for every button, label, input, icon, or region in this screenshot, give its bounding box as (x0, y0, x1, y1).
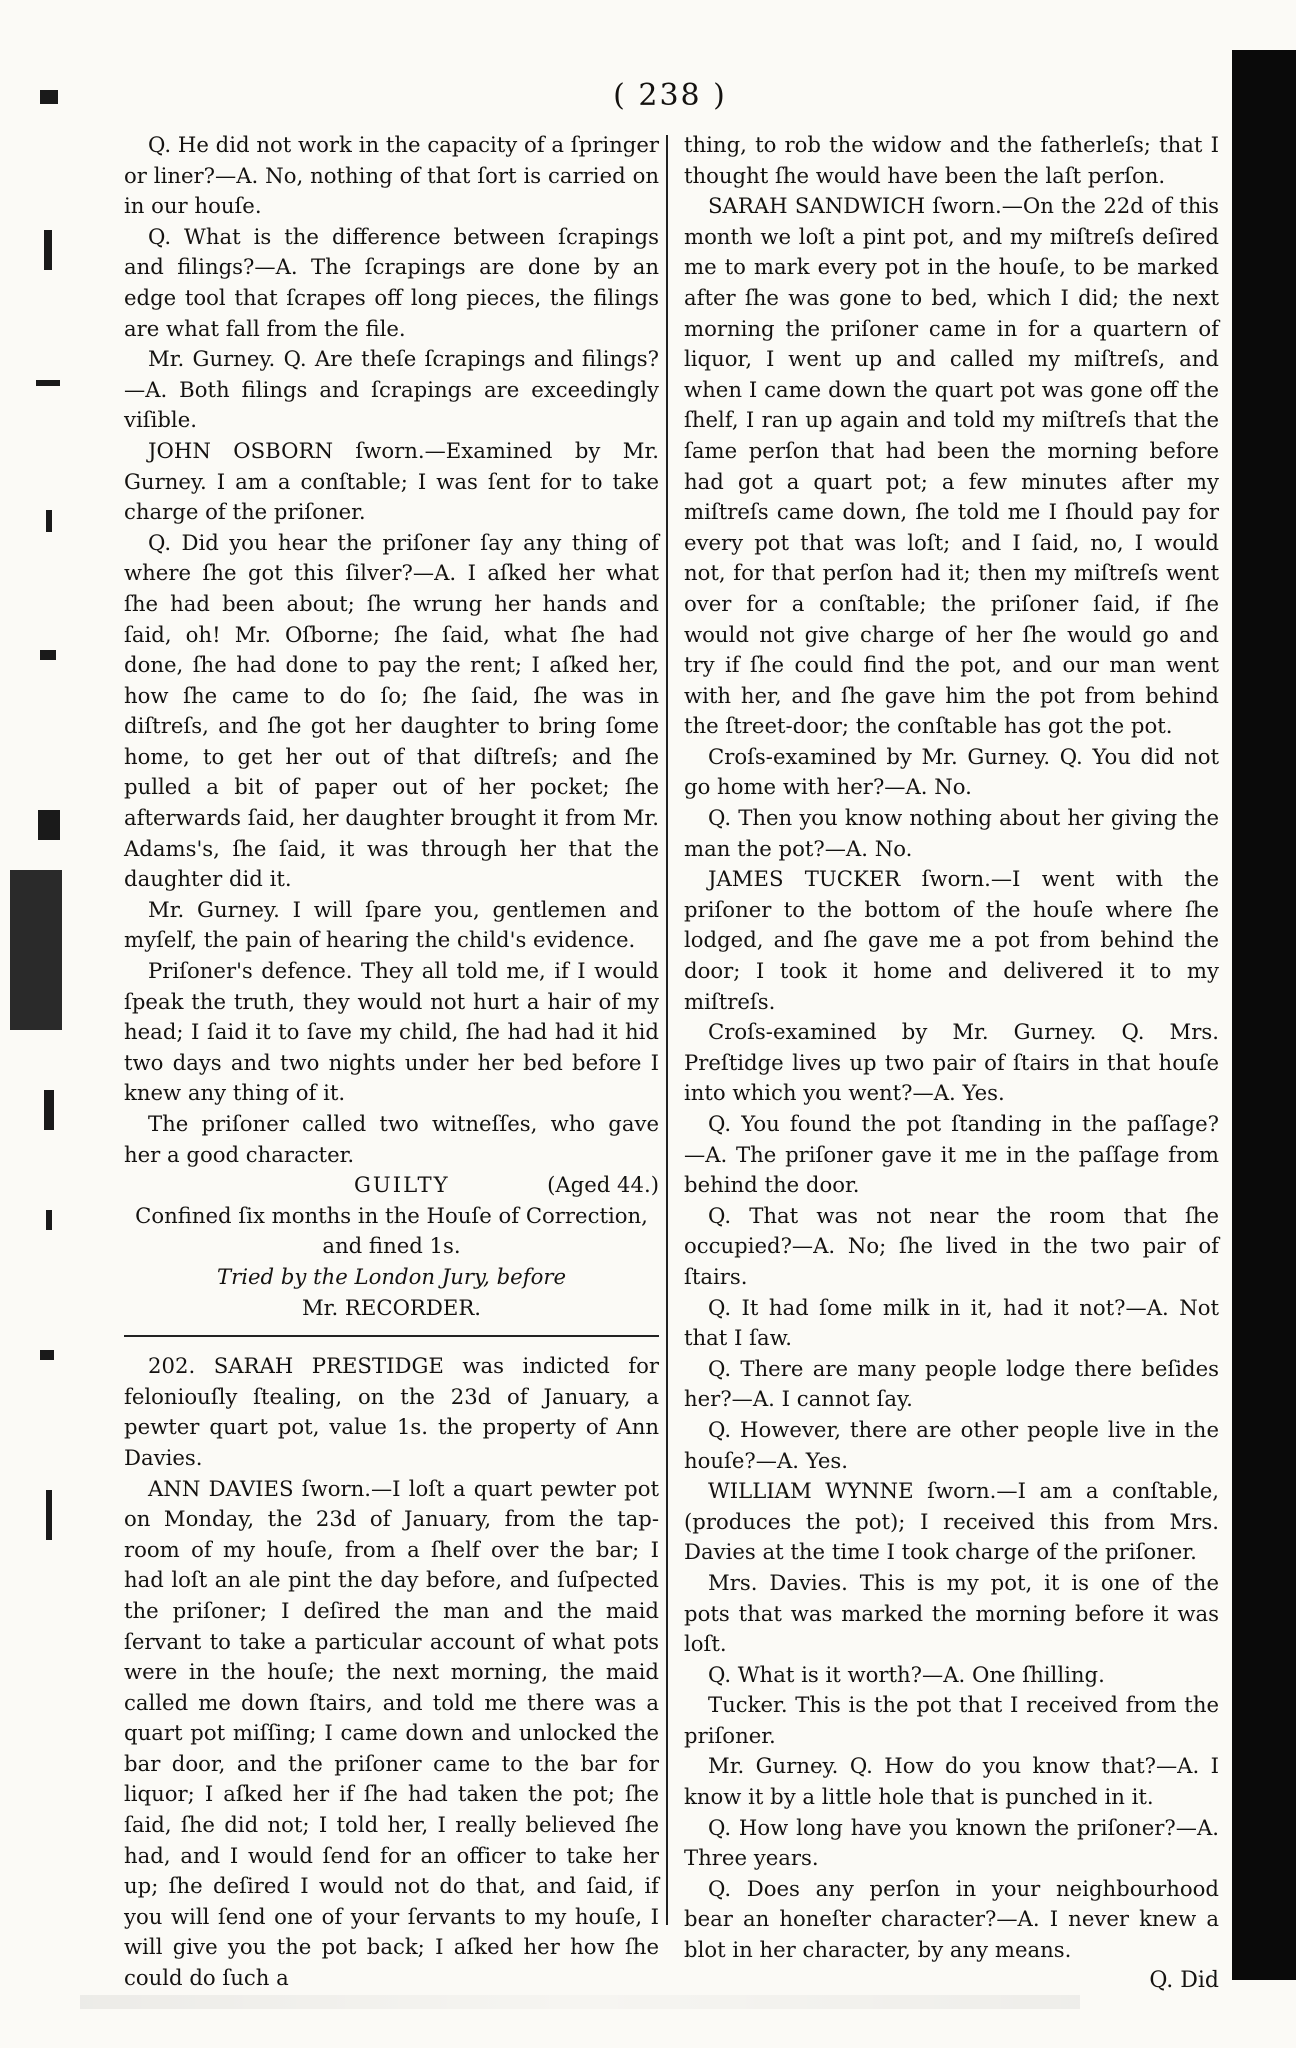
paragraph: Q. He did not work in the capacity of a ſpringer or liner?—A. No, nothing of that ſort is carried on in our houſe. (124, 132, 659, 219)
centered-line: Confined ſix months in the Houſe of Correction, and fined 1s. (135, 1202, 648, 1259)
page-number: ( 238 ) (613, 78, 727, 113)
verdict-text: GUILTY (354, 1172, 450, 1198)
paragraph: Croſs-examined by Mr. Gurney. Q. You did not go home with her?—A. No. (684, 743, 1219, 800)
paragraph: Q. Then you know nothing about her giving the man the pot?—A. No. (684, 805, 1219, 861)
age-text: (Aged 44.) (547, 1172, 659, 1198)
paragraph: Mr. Gurney. Q. How do you know that?—A. I know it by a little hole that is punched in it. (684, 1753, 1219, 1810)
column-divider (666, 135, 668, 1925)
paragraph: Q. That was not near the room that ſhe occupied?—A. No; ſhe lived in the two pair of ſtairs. (684, 1202, 1219, 1289)
paragraph: Q. There are many people lodge there beſides her?—A. I cannot ſay. (684, 1355, 1219, 1412)
paragraph: Q. What is it worth?—A. One ſhilling. (708, 1661, 1105, 1687)
paragraph: Croſs-examined by Mr. Gurney. Q. Mrs. Preſtidge lives up two pair of ſtairs in that houſe into which you went?—A. Yes. (684, 1019, 1219, 1106)
paragraph: SARAH SANDWICH ſworn.—On the 22d of this month we loſt a pint pot, and my miſtreſs deſired me to mark every pot in the houſe, to be marked after ſhe was gone to bed, which I did; the next morning the priſoner came in for a quartern of liquor, I went up and called my miſtreſs, and when I came down the quart pot was gone off the ſhelf, I ran up again and told my miſtreſs that the ſame perſon that had been the morning before had got a quart pot; a few minutes after my miſtreſs came down, ſhe told me I ſhould pay for every pot that was loſt; and I ſaid, no, I would not, for that perſon had it; then my miſtreſs went over for a conſtable; the priſoner ſaid, if ſhe would not give charge of her ſhe would go and try if ſhe could find the pot, and our man went with her, and ſhe gave him the pot from behind the ſtreet-door; the conſtable has got the pot. (684, 193, 1219, 739)
binding-margin-marks (0, 90, 70, 1790)
paragraph: thing, to rob the widow and the fatherleſs; that I thought ſhe would have been the laſt perſon. (684, 132, 1219, 188)
paragraph: Q. What is the difference between ſcrapings and filings?—A. The ſcrapings are done by an edge tool that ſcrapes off long pieces, the filings are what fall from the file. (124, 223, 659, 341)
paragraph: Mr. Gurney. I will ſpare you, gentlemen and myſelf, the pain of hearing the child's evidence. (124, 896, 659, 953)
scan-bottom-noise (80, 1995, 1080, 2009)
paragraph: Q. Did you hear the priſoner ſay any thing of where ſhe got this ſilver?—A. I aſked her what ſhe had been about; ſhe wrung her hands and ſaid, oh! Mr. Oſborne; ſhe ſaid, what ſhe had done, ſhe had done to pay the rent; I aſked her, how ſhe came to do ſo; ſhe ſaid, ſhe was in diſtreſs, and ſhe got her daughter to bring ſome home, to get her out of that diſtreſs; and ſhe pulled a bit of paper out of her pocket; ſhe afterwards ſaid, her daughter brought it from Mr. Adams's, ſhe ſaid, it was through her that the daughter did it. (124, 529, 659, 892)
centered-line: Mr. RECORDER. (301, 1294, 482, 1320)
right-column (684, 130, 1219, 1996)
verdict-line (124, 1170, 659, 1201)
section-rule (124, 1335, 659, 1337)
paragraph: JAMES TUCKER ſworn.—I went with the priſoner to the bottom of the houſe where ſhe lodged, and ſhe gave me a pot from behind the door; I took it home and delivered it to my miſtreſs. (684, 866, 1219, 1014)
paragraph: Priſoner's defence. They all told me, if I would ſpeak the truth, they would not hurt a hair of my head; I ſaid it to ſave my child, ſhe had had it hid two days and two nights under her bed before I knew any thing of it. (124, 958, 659, 1106)
paragraph: Q. However, there are other people live in the houſe?—A. Yes. (684, 1416, 1219, 1473)
paragraph: Q. It had ſome milk in it, had it not?—A. Not that I ſaw. (684, 1294, 1219, 1351)
court-line: Tried by the London Jury, before (216, 1263, 566, 1289)
paragraph: JOHN OSBORN ſworn.—Examined by Mr. Gurney. I am a conſtable; I was ſent for to take charge of the priſoner. (124, 437, 659, 525)
paragraph: 202. SARAH PRESTIDGE was indicted for feloniouſly ſtealing, on the 23d of January, a pewter quart pot, value 1s. the property of Ann Davies. (124, 1353, 659, 1470)
catchword: Q. Did (1149, 1967, 1219, 1993)
scan-edge-bar (1232, 50, 1296, 1980)
paragraph: ANN DAVIES ſworn.—I loſt a quart pewter pot on Monday, the 23d of January, from the tap-room of my houſe, from a ſhelf over the bar; I had loſt an ale pint the day before, and ſuſpected the priſoner; I deſired the man and the maid ſervant to take a particular account of what pots were in the houſe; the next morning, the maid called me down ſtairs, and told me there was a quart pot miſſing; I came down and unlocked the bar door, and the priſoner came to the bar for liquor; I aſked her if ſhe had taken the pot; ſhe ſaid, ſhe did not; I told her, I really believed ſhe had, and I would ſend for an officer to take her up; ſhe deſired I would not do that, and ſaid, if you will ſend one of your ſervants to my houſe, I will give you the pot back; I aſked her how ſhe could do ſuch a (124, 1475, 659, 1991)
paragraph: Q. Does any perſon in your neighbourhood bear an honeſter character?—A. I never knew a blot in her character, by any means. (684, 1875, 1219, 1963)
paragraph: Mrs. Davies. This is my pot, it is one of the pots that was marked the morning before it was loſt. (684, 1569, 1219, 1657)
paragraph: Q. How long have you known the priſoner?—A. Three years. (684, 1814, 1219, 1871)
paragraph: Mr. Gurney. Q. Are theſe ſcrapings and filings? —A. Both filings and ſcrapings are exceedingly viſible. (124, 346, 659, 433)
paragraph: Q. You found the pot ſtanding in the paſſage? —A. The priſoner gave it me in the paſſage from behind the door. (684, 1111, 1219, 1198)
left-column (124, 130, 659, 1994)
paragraph: WILLIAM WYNNE ſworn.—I am a conſtable, (produces the pot); I received this from Mrs. Davies at the time I took charge of the priſoner. (684, 1478, 1219, 1565)
paragraph: Tucker. This is the pot that I received from the priſoner. (684, 1692, 1219, 1748)
paragraph: The priſoner called two witneſſes, who gave her a good character. (124, 1111, 659, 1167)
